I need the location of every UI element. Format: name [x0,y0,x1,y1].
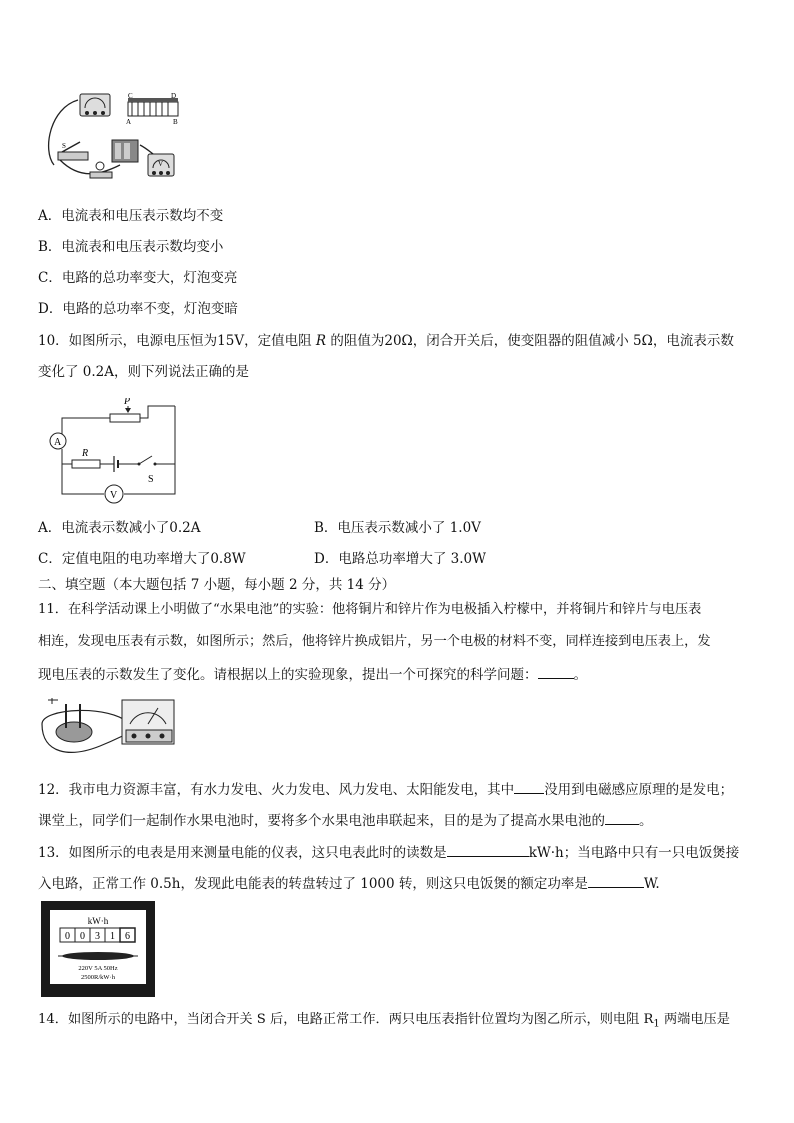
q13-meter-rate: 2500R/kW·h [81,974,115,981]
q10-label-v: V [110,490,118,501]
q12-line2-end: 。 [639,813,653,829]
q13-line2 [38,873,660,894]
q11-line3-end: 。 [573,667,587,683]
q9-label-s: S [62,142,66,150]
q10-label-r: R [82,448,89,459]
q10-stem-r: R [315,333,327,349]
q12-line2 [38,810,653,831]
section-2-heading: 二、填空题（本大题包括 7 小题，每小题 2 分，共 14 分） [38,577,396,593]
q10-stem-line1 [38,331,734,351]
q10-stem-line2: 变化了 0.2A，则下列说法正确的是 [38,364,250,380]
q13-answer-blank-2[interactable] [588,873,644,888]
q10-label-p: P [124,398,131,407]
q11-line3 [38,664,587,685]
q14-line1 [38,1010,730,1035]
q9-option-a: A．电流表和电压表示数均不变 [38,208,224,224]
q12-line1-text: 12．我市电力资源丰富，有水力发电、火力发电、风力发电、太阳能发电，其中 [38,782,515,798]
q9-option-b: B．电流表和电压表示数均变小 [38,239,224,255]
q13-line1-rest: kW·h；当电路中只有一只电饭煲接 [528,845,740,861]
q13-line1-text: 13．如图所示的电表是用来测量电能的仪表，这只电表此时的读数是 [38,845,447,861]
q10-circuit-diagram [42,398,187,508]
q13-line2-text: 入电路，正常工作 0.5h，发现此电能表的转盘转过了 1000 转，则这只电饭煲的额定功率是 [38,876,588,892]
q11-answer-blank[interactable] [538,664,574,679]
q9-apparatus-figure [40,90,190,185]
q10-option-a: A．电流表示数减小了0.2A [38,520,201,536]
q9-label-d: D [171,92,177,100]
q11-line1: 11．在科学活动课上小明做了“水果电池”的实验：他将铜片和锌片作为电极插入柠檬中，并将铜片和锌片与电压表 [38,602,702,617]
q12-line1-rest: 没用到电磁感应原理的是发电； [544,782,734,798]
q13-meter-unit: kW·h [87,916,109,926]
q13-line2-end: W. [643,876,660,892]
q11-fruit-battery-figure [40,694,180,760]
q9-option-c: C．电路的总功率变大，灯泡变亮 [38,270,238,286]
q9-label-c: C [128,92,133,100]
q12-answer-blank-1[interactable] [514,779,544,794]
q12-line2-text: 课堂上，同学们一起制作水果电池时，要将多个水果电池串联起来，目的是为了提高水果电池的 [38,813,605,829]
q14-line1-rest: 两端电压是 [659,1012,730,1027]
q13-meter-specs: 220V 5A 50Hz [78,965,118,972]
q9-option-d: D．电路的总功率不变，灯泡变暗 [38,301,238,317]
q10-option-d: D．电路总功率增大了 3.0W [314,551,486,567]
q9-label-v: V [158,160,164,168]
q10-stem-part2: 的阻值为20Ω，闭合开关后，使变阻器的阻值减小 5Ω，电流表示数 [326,333,734,349]
q9-label-a: A [126,118,132,126]
q11-line2: 相连，发现电压表有示数，如图所示；然后，他将锌片换成铝片，另一个电极的材料不变，同样连接到电压表上，发 [38,634,711,649]
q12-line1 [38,779,733,800]
q13-meter-digit-3: 3 [95,931,100,942]
q13-energy-meter [40,900,156,998]
q11-line3-text: 现电压表的示数发生了变化。请根据以上的实验现象，提出一个可探究的科学问题： [38,667,538,683]
q10-stem-part1: 10．如图所示，电源电压恒为15V，定值电阻 [38,333,316,349]
q10-label-s: S [148,474,154,485]
q10-option-b: B．电压表示数减小了 1.0V [314,520,481,536]
q10-label-a: A [54,437,62,448]
q13-line1 [38,842,739,863]
q14-line1-text: 14．如图所示的电路中，当闭合开关 S 后，电路正常工作．两只电压表指针位置均为图乙所示，则电阻 R [38,1012,654,1027]
q14-r-subscript: 1 [653,1018,660,1030]
q9-label-b: B [173,118,178,126]
q12-answer-blank-2[interactable] [605,810,639,825]
q13-meter-digit-2: 0 [80,931,85,942]
q13-meter-digit-1: 0 [65,931,70,942]
q13-meter-digit-4: 1 [110,931,115,942]
q13-answer-blank-1[interactable] [447,842,529,857]
q13-meter-digit-5: 6 [125,931,130,942]
q10-option-c: C．定值电阻的电功率增大了0.8W [38,551,246,567]
